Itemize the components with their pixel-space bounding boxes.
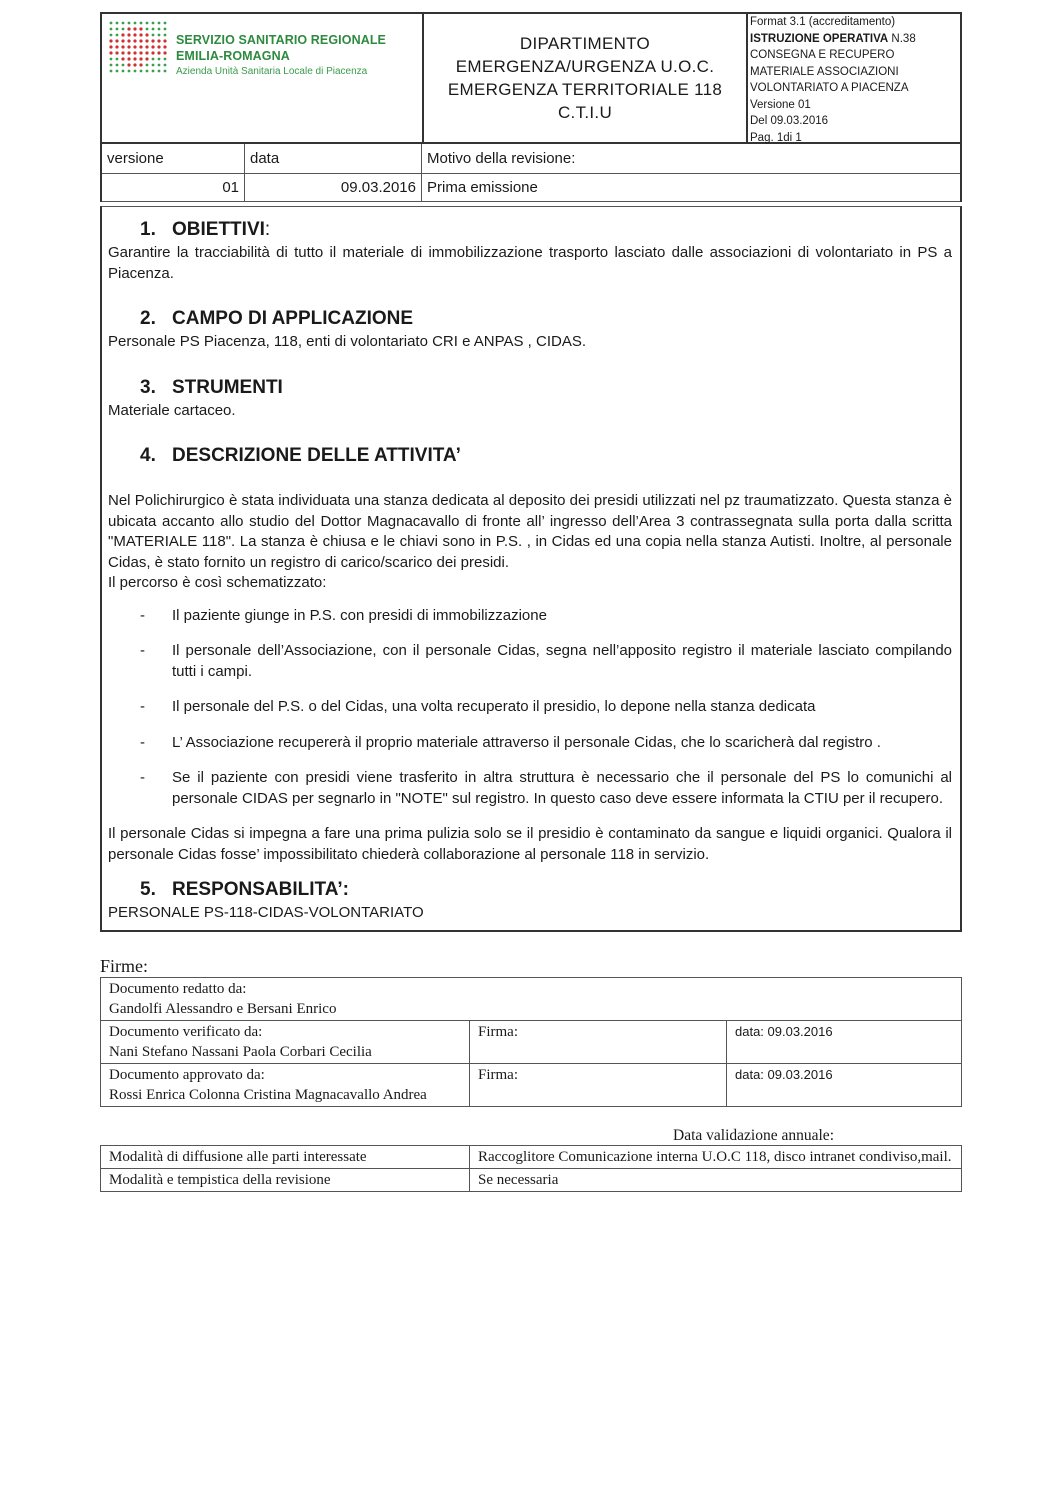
revision-mode-value: Se necessaria bbox=[470, 1168, 962, 1191]
document-metadata bbox=[748, 14, 960, 142]
list-item-text: Se il paziente con presidi viene trasferito in altra struttura è necessario che il personale del PS lo comunichi al personale CIDAS per segnarlo in "NOTE" sul registro. In questo caso deve essere informata la CTIU per il recupero. bbox=[172, 769, 952, 807]
table-row bbox=[101, 977, 962, 1020]
section-1-title bbox=[140, 217, 952, 243]
section-3-heading: STRUMENTI bbox=[172, 376, 283, 398]
list-item bbox=[108, 768, 952, 809]
section-3-number: 3. bbox=[140, 376, 156, 398]
section-5-title bbox=[140, 877, 952, 903]
approvato-cell bbox=[101, 1063, 470, 1106]
section-4-number: 4. bbox=[140, 445, 156, 466]
section-4-heading: DESCRIZIONE DELLE ATTIVITA’ bbox=[172, 445, 461, 466]
bullet-dash: - bbox=[140, 606, 145, 624]
version-label: Versione 01 bbox=[750, 98, 811, 111]
revision-header-reason: Motivo della revisione: bbox=[427, 150, 576, 167]
diffusion-value: Raccoglitore Comunicazione interna U.O.C 118, disco intranet condiviso,mail. bbox=[470, 1145, 962, 1168]
redatto-cell bbox=[101, 977, 962, 1020]
section-3-title bbox=[140, 375, 952, 401]
regional-logo-icon bbox=[108, 20, 168, 74]
revision-version: 01 bbox=[102, 174, 245, 201]
bullet-dash: - bbox=[140, 769, 145, 786]
document-header bbox=[100, 12, 962, 144]
department-title bbox=[424, 14, 748, 142]
document-body bbox=[100, 206, 962, 932]
validation-label: Data validazione annuale: bbox=[673, 1126, 834, 1144]
list-item bbox=[108, 697, 952, 718]
revision-reason: Prima emissione bbox=[427, 179, 538, 196]
revision-header-version: versione bbox=[102, 144, 245, 173]
verificato-cell bbox=[101, 1020, 470, 1063]
approvato-label: Documento approvato da: bbox=[109, 1066, 265, 1083]
logo-line-1: SERVIZIO SANITARIO REGIONALE bbox=[176, 33, 386, 47]
doc-title-line-1: CONSEGNA E RECUPERO bbox=[750, 49, 895, 61]
table-row bbox=[101, 1063, 962, 1106]
section-5-heading: RESPONSABILITA’ bbox=[172, 879, 343, 900]
section-5-number: 5. bbox=[140, 879, 156, 900]
revision-header-date: data bbox=[245, 144, 422, 173]
department-line-4: C.T.I.U bbox=[557, 103, 613, 122]
section-4-paragraph-2: Il percorso è così schematizzato: bbox=[108, 574, 327, 591]
date-label: Del 09.03.2016 bbox=[750, 115, 829, 127]
list-item-text: Il personale del P.S. o del Cidas, una volta recuperato il presidio, lo depone nella stanza dedicata bbox=[172, 698, 816, 715]
signatures-table bbox=[100, 977, 962, 1107]
section-2-number: 2. bbox=[140, 308, 156, 329]
revision-header-row bbox=[102, 144, 960, 174]
revision-table bbox=[100, 144, 962, 202]
section-1-colon: : bbox=[264, 219, 271, 240]
section-4-paragraph-3: Il personale Cidas si impegna a fare una prima pulizia solo se il presidio è contaminato da sangue e liquidi organici. Qualora il personale Cidas fosse’ impossibilitato chiederà collaborazione al personale 118 in servizio. bbox=[108, 825, 952, 863]
revision-row bbox=[102, 174, 960, 202]
verificato-label: Documento verificato da: bbox=[109, 1023, 263, 1040]
redatto-label: Documento redatto da: bbox=[109, 980, 247, 997]
table-row bbox=[101, 1145, 962, 1168]
logo-line-2: EMILIA-ROMAGNA bbox=[176, 49, 290, 63]
redatto-names: Gandolfi Alessandro e Bersani Enrico bbox=[109, 1000, 337, 1017]
istruzione-number: N.38 bbox=[888, 32, 916, 45]
verificato-firma: Firma: bbox=[470, 1020, 727, 1063]
doc-title-line-2: MATERIALE ASSOCIAZIONI bbox=[750, 65, 899, 78]
logo-text bbox=[176, 32, 386, 80]
list-item-text: Il personale dell’Associazione, con il personale Cidas, segna nell’apposito registro il materiale lasciato compilando tutti i campi. bbox=[172, 642, 952, 680]
section-4-paragraph-1: Nel Polichirurgico è stata individuata una stanza dedicata al deposito dei presidi utilizzati nel pz traumatizzato. Questa stanza è ubicata accanto allo studio del Dottor Magnacavallo di fronte all’ ingresso dell’Area 3 contrassegnata sulla porta dalla scritta "MATERIALE 118". La stanza è chiusa e le chiavi sono in P.S. , in Cidas ed una copia nella stanza Autisti. Inoltre, al personale Cidas, è stato fornito un registro di carico/scarico dei presidi. bbox=[108, 492, 952, 571]
list-item-text: L’ Associazione recupererà il proprio materiale attraverso il personale Cidas, che lo scaricherà dal registro . bbox=[172, 733, 881, 751]
section-2-heading: CAMPO DI APPLICAZIONE bbox=[172, 308, 414, 329]
verificato-date: data: 09.03.2016 bbox=[727, 1020, 962, 1063]
bullet-dash: - bbox=[140, 642, 145, 659]
bullet-dash: - bbox=[140, 733, 145, 751]
bullet-dash: - bbox=[140, 698, 145, 715]
istruzione-line bbox=[750, 31, 958, 48]
table-row bbox=[101, 1020, 962, 1063]
doc-title-line-3: VOLONTARIATO A PIACENZA bbox=[750, 82, 909, 94]
diffusion-label: Modalità di diffusione alle parti interessate bbox=[101, 1145, 470, 1168]
logo-cell bbox=[102, 14, 424, 142]
section-2-text: Personale PS Piacenza, 118, enti di volontariato CRI e ANPAS , CIDAS. bbox=[108, 333, 587, 350]
procedure-list bbox=[108, 606, 952, 810]
document-page bbox=[100, 12, 962, 1192]
list-item bbox=[108, 606, 952, 627]
logo-line-3: Azienda Unità Sanitaria Locale di Piacenza bbox=[176, 66, 368, 77]
list-item-text: Il paziente giunge in P.S. con presidi di immobilizzazione bbox=[172, 606, 547, 624]
approvato-firma: Firma: bbox=[470, 1063, 727, 1106]
section-5-colon: : bbox=[342, 879, 349, 900]
revision-date: 09.03.2016 bbox=[245, 174, 422, 201]
section-3-text: Materiale cartaceo. bbox=[108, 401, 236, 419]
section-1-text: Garantire la tracciabilità di tutto il materiale di immobilizzazione trasporto lasciato dalle associazioni di volontariato in PS a Piacenza. bbox=[108, 244, 952, 282]
section-2-title bbox=[140, 306, 952, 332]
department-line-2: EMERGENZA/URGENZA U.O.C. bbox=[455, 57, 715, 76]
section-4-title bbox=[140, 443, 952, 469]
page-label: Pag. 1di 1 bbox=[750, 131, 802, 144]
verificato-names: Nani Stefano Nassani Paola Corbari Cecilia bbox=[109, 1043, 372, 1060]
list-item bbox=[108, 733, 952, 754]
section-1-number: 1. bbox=[140, 219, 156, 240]
revision-mode-label: Modalità e tempistica della revisione bbox=[101, 1168, 470, 1191]
approvato-names: Rossi Enrica Colonna Cristina Magnacavallo Andrea bbox=[109, 1086, 427, 1103]
signatures-label: Firme: bbox=[100, 955, 148, 976]
diffusion-table bbox=[100, 1145, 962, 1192]
table-row bbox=[101, 1168, 962, 1191]
section-1-heading: OBIETTIVI bbox=[172, 219, 265, 240]
list-item bbox=[108, 641, 952, 682]
department-line-3: EMERGENZA TERRITORIALE 118 bbox=[447, 80, 723, 99]
format-label: Format 3.1 (accreditamento) bbox=[750, 16, 896, 28]
section-5-text: PERSONALE PS-118-CIDAS-VOLONTARIATO bbox=[108, 904, 424, 921]
department-line-1: DIPARTIMENTO bbox=[519, 34, 651, 53]
istruzione-label: ISTRUZIONE OPERATIVA bbox=[750, 32, 889, 45]
approvato-date: data: 09.03.2016 bbox=[727, 1063, 962, 1106]
